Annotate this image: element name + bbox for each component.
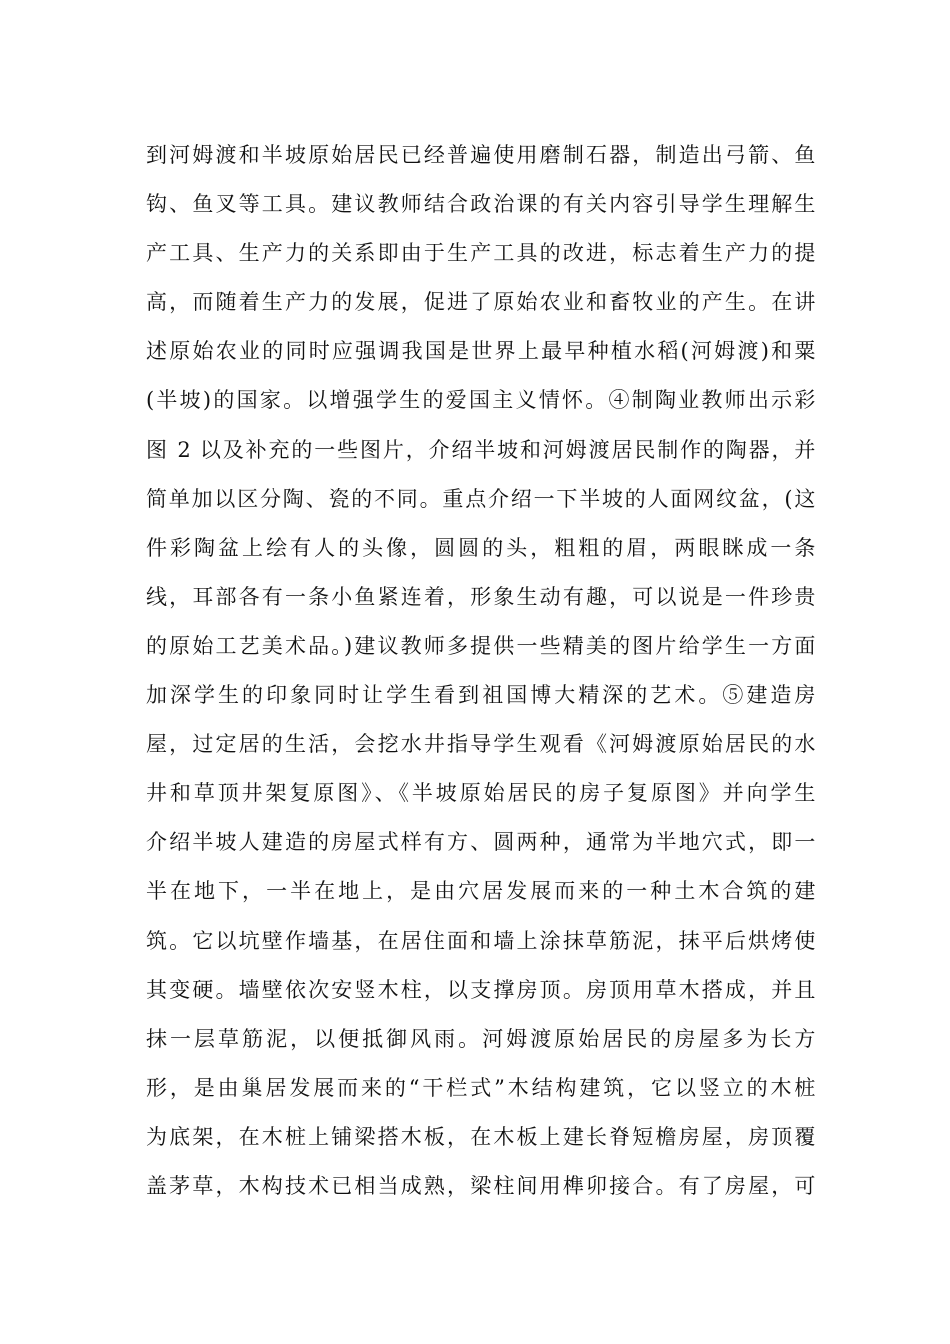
- text-line: 其变硬。墙壁依次安竖木柱，以支撑房顶。房顶用草木搭成，并且: [146, 977, 816, 1002]
- text-line: 的原始工艺美术品。)建议教师多提供一些精美的图片给学生一方面: [146, 633, 816, 658]
- text-line: 介绍半坡人建造的房屋式样有方、圆两种，通常为半地穴式，即一: [146, 830, 816, 855]
- text-line: 述原始农业的同时应强调我国是世界上最早种植水稻(河姆渡)和粟: [146, 339, 816, 364]
- text-line: 盖茅草，木构技术已相当成熟，梁柱间用榫卯接合。有了房屋，可: [146, 1173, 816, 1198]
- text-line: 加深学生的印象同时让学生看到祖国博大精深的艺术。⑤建造房: [146, 683, 816, 708]
- body-text: [146, 131, 816, 1211]
- text-line: 筑。它以坑壁作墙基，在居住面和墙上涂抹草筋泥，抹平后烘烤使: [146, 928, 816, 953]
- text-line: 图 2 以及补充的一些图片，介绍半坡和河姆渡居民制作的陶器，并: [146, 437, 816, 462]
- text-line: 屋，过定居的生活，会挖水井指导学生观看《河姆渡原始居民的水: [146, 732, 816, 757]
- text-line: 半在地下，一半在地上，是由穴居发展而来的一种土木合筑的建: [146, 879, 816, 904]
- text-line: 钩、鱼叉等工具。建议教师结合政治课的有关内容引导学生理解生: [146, 192, 816, 217]
- text-line: 高，而随着生产力的发展，促进了原始农业和畜牧业的产生。在讲: [146, 290, 816, 315]
- text-line: 简单加以区分陶、瓷的不同。重点介绍一下半坡的人面网纹盆，(这: [146, 486, 816, 511]
- text-line: 到河姆渡和半坡原始居民已经普遍使用磨制石器，制造出弓箭、鱼: [146, 143, 816, 167]
- text-line: 件彩陶盆上绘有人的头像，圆圆的头，粗粗的眉，两眼眯成一条: [146, 535, 816, 560]
- text-line: 抹一层草筋泥，以便抵御风雨。河姆渡原始居民的房屋多为长方: [146, 1026, 816, 1051]
- text-line: 线，耳部各有一条小鱼紧连着，形象生动有趣，可以说是一件珍贵: [146, 584, 816, 609]
- text-line: 产工具、生产力的关系即由于生产工具的改进，标志着生产力的提: [146, 241, 816, 266]
- text-line: 形，是由巢居发展而来的“干栏式”木结构建筑，它以竖立的木桩: [146, 1075, 816, 1100]
- text-line: (半坡)的国家。以增强学生的爱国主义情怀。④制陶业教师出示彩: [146, 388, 816, 413]
- text-line: 为底架，在木桩上铺梁搭木板，在木板上建长脊短檐房屋，房顶覆: [146, 1124, 816, 1149]
- text-line: 井和草顶井架复原图》、《半坡原始居民的房子复原图》并向学生: [146, 781, 816, 806]
